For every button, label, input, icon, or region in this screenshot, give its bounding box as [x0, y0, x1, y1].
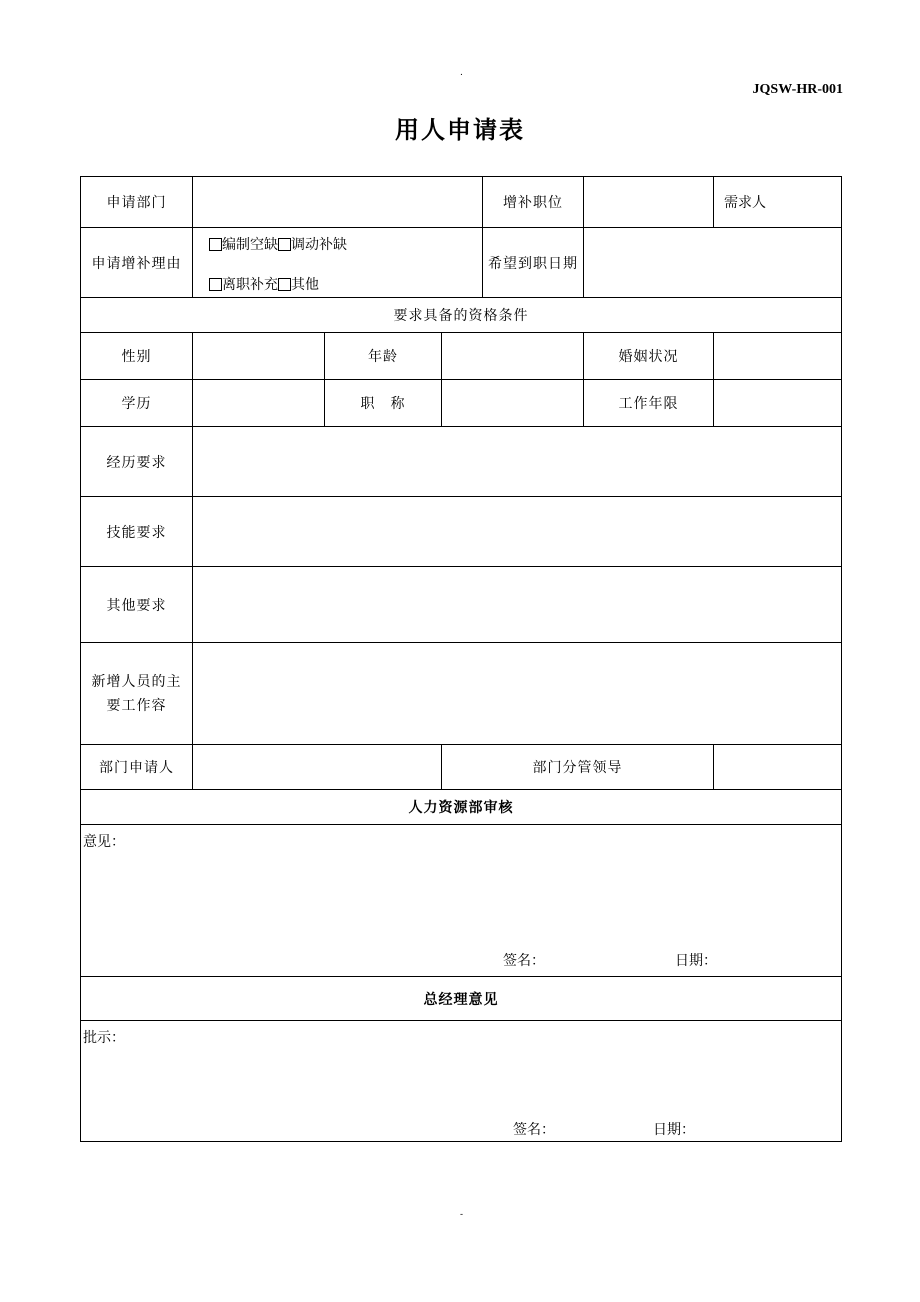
- reason-label: 申请增补理由: [81, 228, 193, 298]
- gm-sign-label: 签名：: [513, 1122, 555, 1138]
- gm-approval-label: 批示：: [83, 1030, 125, 1046]
- duties-label: 新增人员的主要工作容: [81, 643, 193, 745]
- experience-field[interactable]: [193, 427, 842, 497]
- experience-label: 经历要求: [81, 427, 193, 497]
- position-label: 增补职位: [483, 177, 584, 228]
- dept-field[interactable]: [193, 177, 483, 228]
- option-resignation: 离职补充: [222, 277, 278, 293]
- gm-approval-field[interactable]: [81, 1021, 842, 1142]
- start-date-field[interactable]: [584, 228, 842, 298]
- title-field[interactable]: [442, 380, 584, 427]
- age-label: 年龄: [325, 333, 442, 380]
- dept-label: 申请部门: [81, 177, 193, 228]
- age-field[interactable]: [442, 333, 584, 380]
- checkbox-transfer[interactable]: [278, 238, 291, 251]
- checkbox-vacancy[interactable]: [209, 238, 222, 251]
- dept-applicant-label: 部门申请人: [81, 745, 193, 790]
- other-label: 其他要求: [81, 567, 193, 643]
- position-field[interactable]: [584, 177, 714, 228]
- skills-field[interactable]: [193, 497, 842, 567]
- document-code: JQSW-HR-001: [752, 82, 843, 97]
- gm-date-label: 日期：: [653, 1122, 695, 1138]
- gender-label: 性别: [81, 333, 193, 380]
- hr-date-label: 日期：: [675, 953, 717, 969]
- education-field[interactable]: [193, 380, 325, 427]
- checkbox-resignation[interactable]: [209, 278, 222, 291]
- duties-field[interactable]: [193, 643, 842, 745]
- option-other: 其他: [291, 277, 319, 293]
- work-years-field[interactable]: [714, 380, 842, 427]
- other-field[interactable]: [193, 567, 842, 643]
- qualifications-header: 要求具备的资格条件: [81, 298, 842, 333]
- headcount-cell[interactable]: [714, 177, 842, 228]
- hr-header: 人力资源部审核: [81, 790, 842, 825]
- option-vacancy: 编制空缺: [222, 237, 278, 253]
- hr-sign-label: 签名：: [503, 953, 545, 969]
- dept-applicant-field[interactable]: [193, 745, 442, 790]
- headcount-label: 需求人: [724, 195, 767, 211]
- skills-label: 技能要求: [81, 497, 193, 567]
- hr-opinion-field[interactable]: [81, 825, 842, 977]
- gender-field[interactable]: [193, 333, 325, 380]
- gm-header: 总经理意见: [81, 977, 842, 1021]
- title-label: 职 称: [325, 380, 442, 427]
- top-dot: .: [460, 68, 463, 78]
- hr-opinion-label: 意见：: [83, 834, 125, 850]
- marital-field[interactable]: [714, 333, 842, 380]
- checkbox-other[interactable]: [278, 278, 291, 291]
- dept-leader-label: 部门分管领导: [442, 745, 714, 790]
- education-label: 学历: [81, 380, 193, 427]
- reason-options-cell: [193, 228, 483, 298]
- application-form-table: [80, 176, 842, 1142]
- dept-leader-field[interactable]: [714, 745, 842, 790]
- work-years-label: 工作年限: [584, 380, 714, 427]
- marital-label: 婚姻状况: [584, 333, 714, 380]
- page-title: 用人申请表: [395, 116, 525, 144]
- option-transfer: 调动补缺: [291, 237, 347, 253]
- bottom-dot: -: [460, 1210, 464, 1220]
- start-date-label: 希望到职日期: [483, 228, 584, 298]
